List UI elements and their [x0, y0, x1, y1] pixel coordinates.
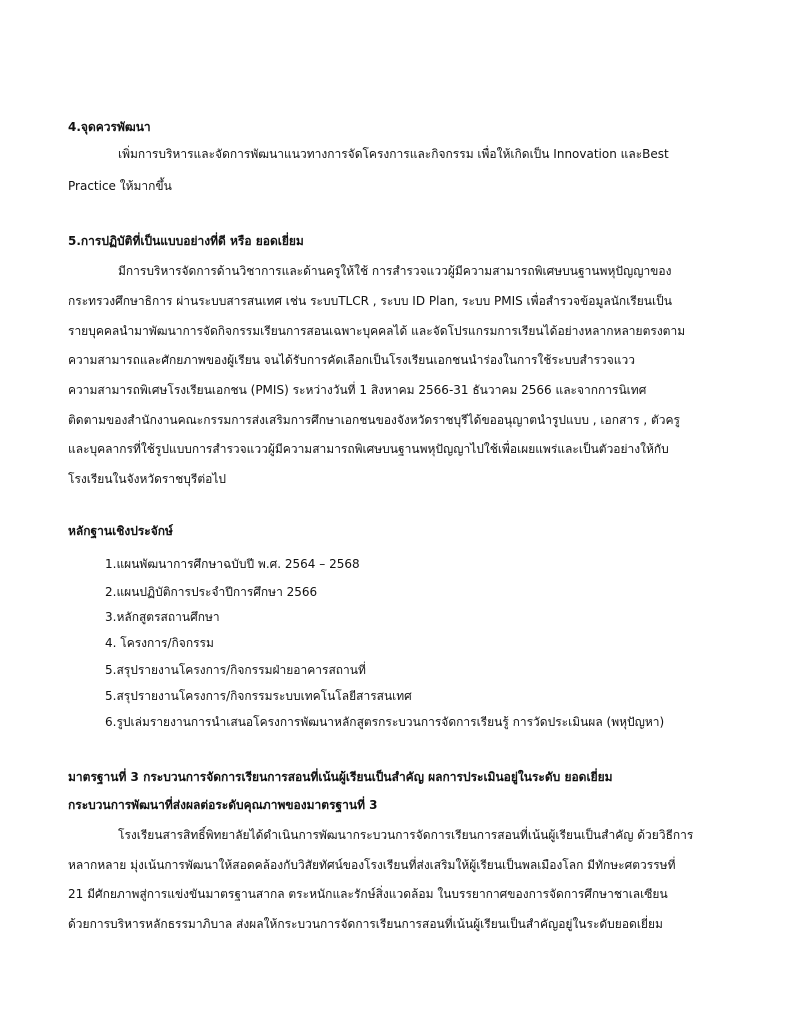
- paragraph-line: กระทรวงศึกษาธิการ ผ่านระบบสารสนเทศ เช่น ระบบTLCR , ระบบ ID Plan, ระบบ PMIS เพื่อสำรวจข้อมูลนักเรียนเป็น: [68, 294, 672, 308]
- evidence-item: 5.สรุปรายงานโครงการ/กิจกรรมระบบเทคโนโลยีสารสนเทศ: [105, 689, 412, 703]
- evidence-item: 1.แผนพัฒนาการศึกษาฉบับปี พ.ศ. 2564 – 2568: [105, 557, 360, 571]
- evidence-item: 6.รูปเล่มรายงานการนำเสนอโครงการพัฒนาหลักสูตรกระบวนการจัดการเรียนรู้ การวัดประเมินผล (พหุปัญหา): [105, 715, 665, 729]
- section-4-heading: 4.จุดควรพัฒนา: [68, 120, 151, 134]
- paragraph-line: มีการบริหารจัดการด้านวิชาการและด้านครูให้ใช้ การสำรวจแววผู้มีความสามารถพิเศษบนฐานพหุปัญญาของ: [118, 264, 672, 278]
- paragraph-line: หลากหลาย มุ่งเน้นการพัฒนาให้สอดคล้องกับวิสัยทัศน์ของโรงเรียนที่ส่งเสริมให้ผู้เรียนเป็นพลเมืองโลก มีทักษะศตวรรษที่: [68, 858, 676, 872]
- paragraph-line: และบุคลากรที่ใช้รูปแบบการสำรวจแววผู้มีความสามารถพิเศษบนฐานพหุปัญญาไปใช้เพื่อเผยแพร่และเป็นตัวอย่างให้กับ: [68, 442, 669, 456]
- paragraph-line: ด้วยการบริหารหลักธรรมาภิบาล ส่งผลให้กระบวนการจัดการเรียนการสอนที่เน้นผู้เรียนเป็นสำคัญอยู่ในระดับยอดเยี่ยม: [68, 917, 663, 931]
- paragraph-line: โรงเรียนสารสิทธิ์พิทยาลัยได้ดำเนินการพัฒนากระบวนการจัดการเรียนการสอนที่เน้นผู้เรียนเป็นสำคัญ ด้วยวิธีการ: [118, 828, 694, 842]
- paragraph-line: Practice ให้มากขึ้น: [68, 179, 172, 193]
- paragraph-line: ความสามารถและศักยภาพของผู้เรียน จนได้รับการคัดเลือกเป็นโรงเรียนเอกชนนำร่องในการใช้ระบบสำรวจแวว: [68, 353, 636, 367]
- standard-3-subheading: กระบวนการพัฒนาที่ส่งผลต่อระดับคุณภาพของมาตรฐานที่ 3: [68, 798, 378, 812]
- evidence-item: 4. โครงการ/กิจกรรม: [105, 636, 214, 650]
- paragraph-line: ติดตามของสำนักงานคณะกรรมการส่งเสริมการศึกษาเอกชนของจังหวัดราชบุรีได้ขออนุญาตนำรูปแบบ , เอกสาร , ตัวครู: [68, 413, 680, 427]
- paragraph-line: 21 มีศักยภาพสู่การแข่งขันมาตรฐานสากล ตระหนักและรักษ์สิ่งแวดล้อม ในบรรยากาศของการจัดการศึกษาชาเลเซียน: [68, 887, 668, 901]
- evidence-item: 2.แผนปฏิบัติการประจำปีการศึกษา 2566: [105, 585, 318, 599]
- paragraph-line: โรงเรียนในจังหวัดราชบุรีต่อไป: [68, 472, 226, 486]
- evidence-heading: หลักฐานเชิงประจักษ์: [68, 524, 173, 538]
- standard-3-heading: มาตรฐานที่ 3 กระบวนการจัดการเรียนการสอนที่เน้นผู้เรียนเป็นสำคัญ ผลการประเมินอยู่ในระดับ ยอดเยี่ยม: [68, 770, 613, 784]
- section-5-heading: 5.การปฏิบัติที่เป็นแบบอย่างที่ดี หรือ ยอดเยี่ยม: [68, 234, 304, 248]
- paragraph-line: รายบุคคลนำมาพัฒนาการจัดกิจกรรมเรียนการสอนเฉพาะบุคคลได้ และจัดโปรแกรมการเรียนได้อย่างหลากหลายตรงตาม: [68, 324, 686, 338]
- paragraph-line: ความสามารถพิเศษโรงเรียนเอกชน (PMIS) ระหว่างวันที่ 1 สิงหาคม 2566-31 ธันวาคม 2566 และจากการนิเทศ: [68, 383, 647, 397]
- evidence-item: 3.หลักสูตรสถานศึกษา: [105, 610, 220, 624]
- paragraph-line: เพิ่มการบริหารและจัดการพัฒนาแนวทางการจัดโครงการและกิจกรรม เพื่อให้เกิดเป็น Innovation และBest: [118, 147, 669, 161]
- evidence-item: 5.สรุปรายงานโครงการ/กิจกรรมฝ่ายอาคารสถานที่: [105, 663, 366, 677]
